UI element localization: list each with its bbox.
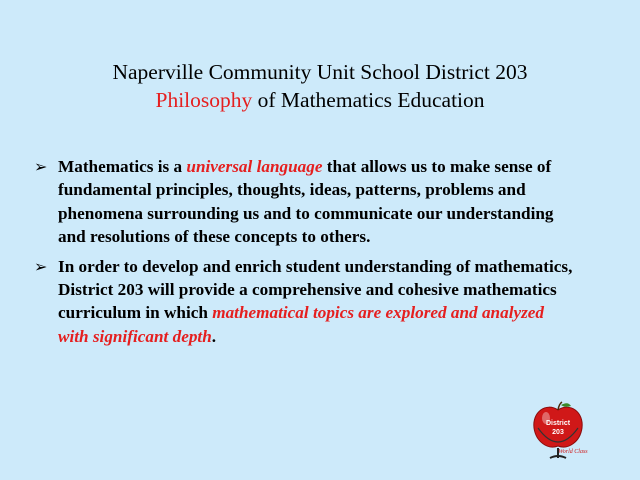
title-line-2-rest: of Mathematics Education <box>252 88 485 112</box>
title-line-1: Naperville Community Unit School District 203 <box>112 60 528 84</box>
bullet-text-post: . <box>211 326 217 346</box>
slide-title <box>0 58 640 114</box>
title-line-2 <box>0 86 640 114</box>
title-highlight-word: Philosophy <box>155 88 253 112</box>
arrow-right-icon: ➢ <box>34 157 48 176</box>
bullet-list <box>34 155 574 354</box>
bullet-text-pre: Mathematics is a <box>58 157 187 176</box>
logo-tagline: World Class <box>558 449 588 455</box>
bullet-text-pre: In order to develop and enrich student understanding of mathematics, District 203 will provide a comprehensive and cohesive mathematics curriculum in which <box>58 256 573 323</box>
bullet-emphasis: universal language <box>186 157 323 176</box>
bullet-item <box>34 155 574 249</box>
bullet-emphasis: mathematical topics are explored and analyzed with significant depth <box>58 303 545 346</box>
logo-text-line-2: 203 <box>552 429 564 436</box>
bullet-text-post: that allows us to make sense of fundamental principles, thoughts, ideas, patterns, problems and phenomena surrounding us and to communicate our understanding and resolutions of these concepts to others. <box>58 157 554 247</box>
district-203-logo <box>528 398 588 468</box>
arrow-right-icon: ➢ <box>34 256 48 276</box>
logo-text-line-1: District <box>545 420 571 427</box>
bullet-item <box>34 255 574 349</box>
